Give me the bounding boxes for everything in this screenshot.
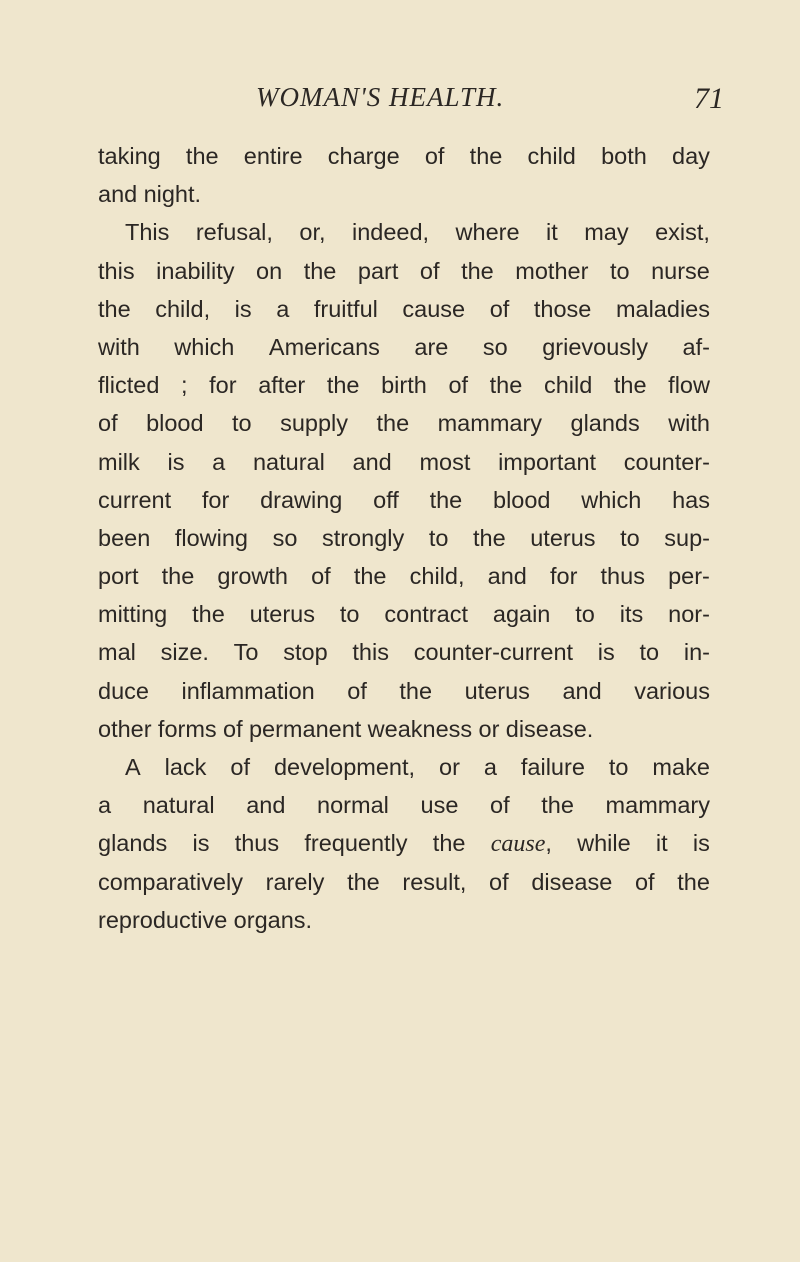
- text-line: [98, 366, 710, 404]
- word: this: [98, 257, 135, 284]
- word: the: [326, 372, 360, 399]
- word: the: [469, 143, 503, 169]
- text-line: [98, 519, 710, 557]
- word: mal: [98, 639, 136, 666]
- word: where: [455, 219, 520, 246]
- word: is: [234, 295, 252, 322]
- word: weakness: [367, 715, 473, 742]
- page-number: 71: [694, 82, 724, 115]
- word: mammary: [605, 792, 710, 819]
- word: of: [448, 372, 469, 399]
- text-line: [98, 290, 710, 328]
- word: port: [98, 563, 139, 590]
- text-line: [98, 863, 710, 901]
- word: mammary: [437, 410, 543, 437]
- word: per-: [668, 563, 710, 590]
- word: has: [672, 486, 710, 513]
- word: fruitful: [313, 295, 378, 322]
- word: of: [347, 677, 367, 704]
- text-line: [98, 595, 710, 633]
- word: charge: [327, 143, 400, 169]
- word: A: [125, 754, 141, 780]
- word: so: [482, 333, 508, 360]
- word: on: [256, 257, 283, 284]
- word: the: [347, 868, 380, 895]
- word: sup-: [664, 524, 710, 551]
- word: lack: [164, 754, 207, 780]
- word: to: [609, 257, 630, 284]
- word: part: [357, 257, 399, 284]
- word: of: [489, 868, 509, 895]
- word: are: [414, 333, 449, 360]
- word: This: [125, 219, 170, 246]
- word: so: [272, 524, 298, 551]
- word: nurse: [651, 257, 710, 284]
- word: size.: [160, 639, 209, 666]
- word: of: [424, 143, 445, 169]
- word: thus: [600, 563, 645, 590]
- word: flowing: [174, 524, 248, 551]
- word: ;: [181, 372, 188, 399]
- word: uterus: [530, 524, 596, 551]
- word: the: [541, 792, 574, 819]
- text-line: [98, 213, 710, 251]
- word: of: [311, 563, 331, 590]
- word: this: [352, 639, 389, 666]
- word: inability: [156, 257, 235, 284]
- word: day: [672, 143, 710, 169]
- word: and: [98, 181, 138, 208]
- word: a: [276, 295, 290, 322]
- text-line: [98, 710, 710, 748]
- word: or,: [299, 219, 326, 246]
- word: to: [428, 524, 449, 551]
- word: both: [601, 143, 647, 169]
- word: the: [376, 410, 410, 437]
- word: duce: [98, 677, 149, 704]
- word: entire: [243, 143, 303, 169]
- word: blood: [146, 410, 204, 437]
- word: for: [549, 563, 578, 590]
- text-line: [98, 633, 710, 671]
- word: current: [98, 486, 172, 513]
- text-line: [98, 328, 710, 366]
- word: the: [399, 677, 433, 704]
- word: af-: [682, 333, 710, 360]
- word: in-: [683, 639, 710, 666]
- word: mother: [515, 257, 589, 284]
- word: the: [472, 524, 506, 551]
- paragraph-1: [98, 137, 710, 213]
- italic-word: cause: [490, 831, 546, 858]
- word: and: [352, 448, 392, 475]
- word: comparatively: [98, 868, 243, 895]
- word: other: [98, 715, 152, 742]
- word: to: [339, 601, 360, 628]
- word: use: [420, 792, 459, 819]
- word: forms: [157, 715, 217, 742]
- paragraph-2: [98, 213, 710, 748]
- word: taking: [98, 143, 161, 169]
- word: the: [353, 563, 387, 590]
- word: to: [232, 410, 252, 437]
- word: it: [546, 219, 558, 246]
- word: its: [619, 601, 644, 628]
- text-line: [98, 175, 710, 213]
- word: mitting: [98, 601, 168, 628]
- word: the: [161, 563, 195, 590]
- word: to: [620, 524, 640, 551]
- word: the: [303, 257, 337, 284]
- word: thus: [234, 830, 280, 857]
- word: frequently: [304, 830, 408, 857]
- word: is: [597, 639, 615, 666]
- word: various: [634, 677, 710, 704]
- word: indeed,: [351, 219, 430, 246]
- word: contract: [384, 601, 468, 628]
- word: child,: [409, 563, 465, 590]
- word: milk: [98, 448, 140, 475]
- word: development,: [273, 754, 416, 780]
- word: organs.: [233, 906, 313, 933]
- running-head: WOMAN'S HEALTH.: [256, 82, 505, 112]
- word: a: [212, 448, 226, 475]
- word: the: [489, 372, 523, 399]
- word: the: [677, 868, 710, 895]
- text-line: [98, 786, 710, 824]
- word: uterus: [464, 677, 530, 704]
- word: those: [533, 295, 592, 322]
- text-line: [98, 137, 710, 175]
- word: and: [246, 792, 286, 819]
- word: of: [230, 754, 250, 780]
- text-line: [98, 252, 710, 290]
- word: counter-current: [413, 639, 574, 666]
- word: rarely: [265, 868, 325, 895]
- word: flicted: [98, 372, 160, 399]
- word: stop: [283, 639, 328, 666]
- word: is: [192, 830, 210, 857]
- word: reproductive: [98, 906, 228, 933]
- word: the: [98, 295, 131, 322]
- word: most: [419, 448, 471, 475]
- text-line: [98, 481, 710, 519]
- word: exist,: [655, 219, 710, 246]
- word: normal: [317, 792, 389, 819]
- word: while: [577, 830, 631, 857]
- paragraph-3: [98, 748, 710, 939]
- word: the: [432, 830, 466, 857]
- word: off: [373, 486, 399, 513]
- word: again: [492, 601, 551, 628]
- word: is: [167, 448, 185, 475]
- text-line: [98, 748, 710, 786]
- word: and: [562, 677, 602, 704]
- word: supply: [280, 410, 349, 437]
- word: for: [201, 486, 230, 513]
- word: make: [652, 754, 710, 780]
- word: of: [98, 410, 118, 437]
- word: the: [192, 601, 225, 628]
- word: To: [233, 639, 259, 666]
- word: growth: [217, 563, 288, 590]
- word: or: [478, 715, 500, 742]
- word: a: [98, 792, 112, 819]
- word: it: [655, 830, 668, 857]
- word: inflammation: [181, 677, 315, 704]
- text-line: [98, 672, 710, 710]
- word: grievously: [542, 333, 648, 360]
- word: glands: [570, 410, 640, 437]
- text-line: [98, 901, 710, 939]
- word: flow: [668, 372, 710, 399]
- word: drawing: [260, 486, 343, 513]
- word: the: [185, 143, 219, 169]
- word: maladies: [615, 295, 710, 322]
- word: Americans: [268, 333, 380, 360]
- word: permanent: [248, 715, 362, 742]
- word: nor-: [668, 601, 710, 628]
- word: may: [584, 219, 629, 246]
- word: child: [543, 372, 593, 399]
- word: for: [209, 372, 237, 399]
- word: natural: [252, 448, 325, 475]
- word: and: [487, 563, 527, 590]
- word: counter-: [623, 448, 710, 475]
- word: is: [692, 830, 710, 857]
- word: to: [575, 601, 595, 628]
- word: natural: [142, 792, 215, 819]
- word: glands: [98, 830, 168, 857]
- word: a: [483, 754, 497, 780]
- word: of: [489, 295, 510, 322]
- word: strongly: [321, 524, 405, 551]
- word: to: [608, 754, 629, 780]
- word: important: [498, 448, 597, 475]
- word: which: [581, 486, 642, 513]
- word: been: [98, 524, 151, 551]
- page-body: [98, 137, 710, 939]
- word: of: [419, 257, 440, 284]
- word: of: [634, 868, 655, 895]
- word: cause: [402, 295, 466, 322]
- word: after: [258, 372, 306, 399]
- word: the: [613, 372, 647, 399]
- word: uterus: [249, 601, 315, 628]
- word: with: [98, 333, 140, 360]
- word: or: [439, 754, 460, 780]
- word: disease: [531, 868, 613, 895]
- word: disease.: [505, 715, 594, 742]
- word: of: [223, 715, 243, 742]
- word: failure: [520, 754, 585, 780]
- text-line: [98, 824, 710, 862]
- word: which: [174, 333, 235, 360]
- word: the: [461, 257, 494, 284]
- word: cause,: [490, 830, 552, 858]
- word: with: [668, 410, 710, 437]
- word: child,: [155, 295, 211, 322]
- word: the: [429, 486, 463, 513]
- word: child: [527, 143, 576, 169]
- word: blood: [493, 486, 551, 513]
- word: birth: [381, 372, 427, 399]
- word: of: [490, 792, 510, 819]
- word: refusal,: [195, 219, 273, 246]
- word: to: [639, 639, 660, 666]
- text-line: [98, 443, 710, 481]
- word: night.: [143, 181, 202, 208]
- text-line: [98, 404, 710, 442]
- text-line: [98, 557, 710, 595]
- word: result,: [402, 868, 467, 895]
